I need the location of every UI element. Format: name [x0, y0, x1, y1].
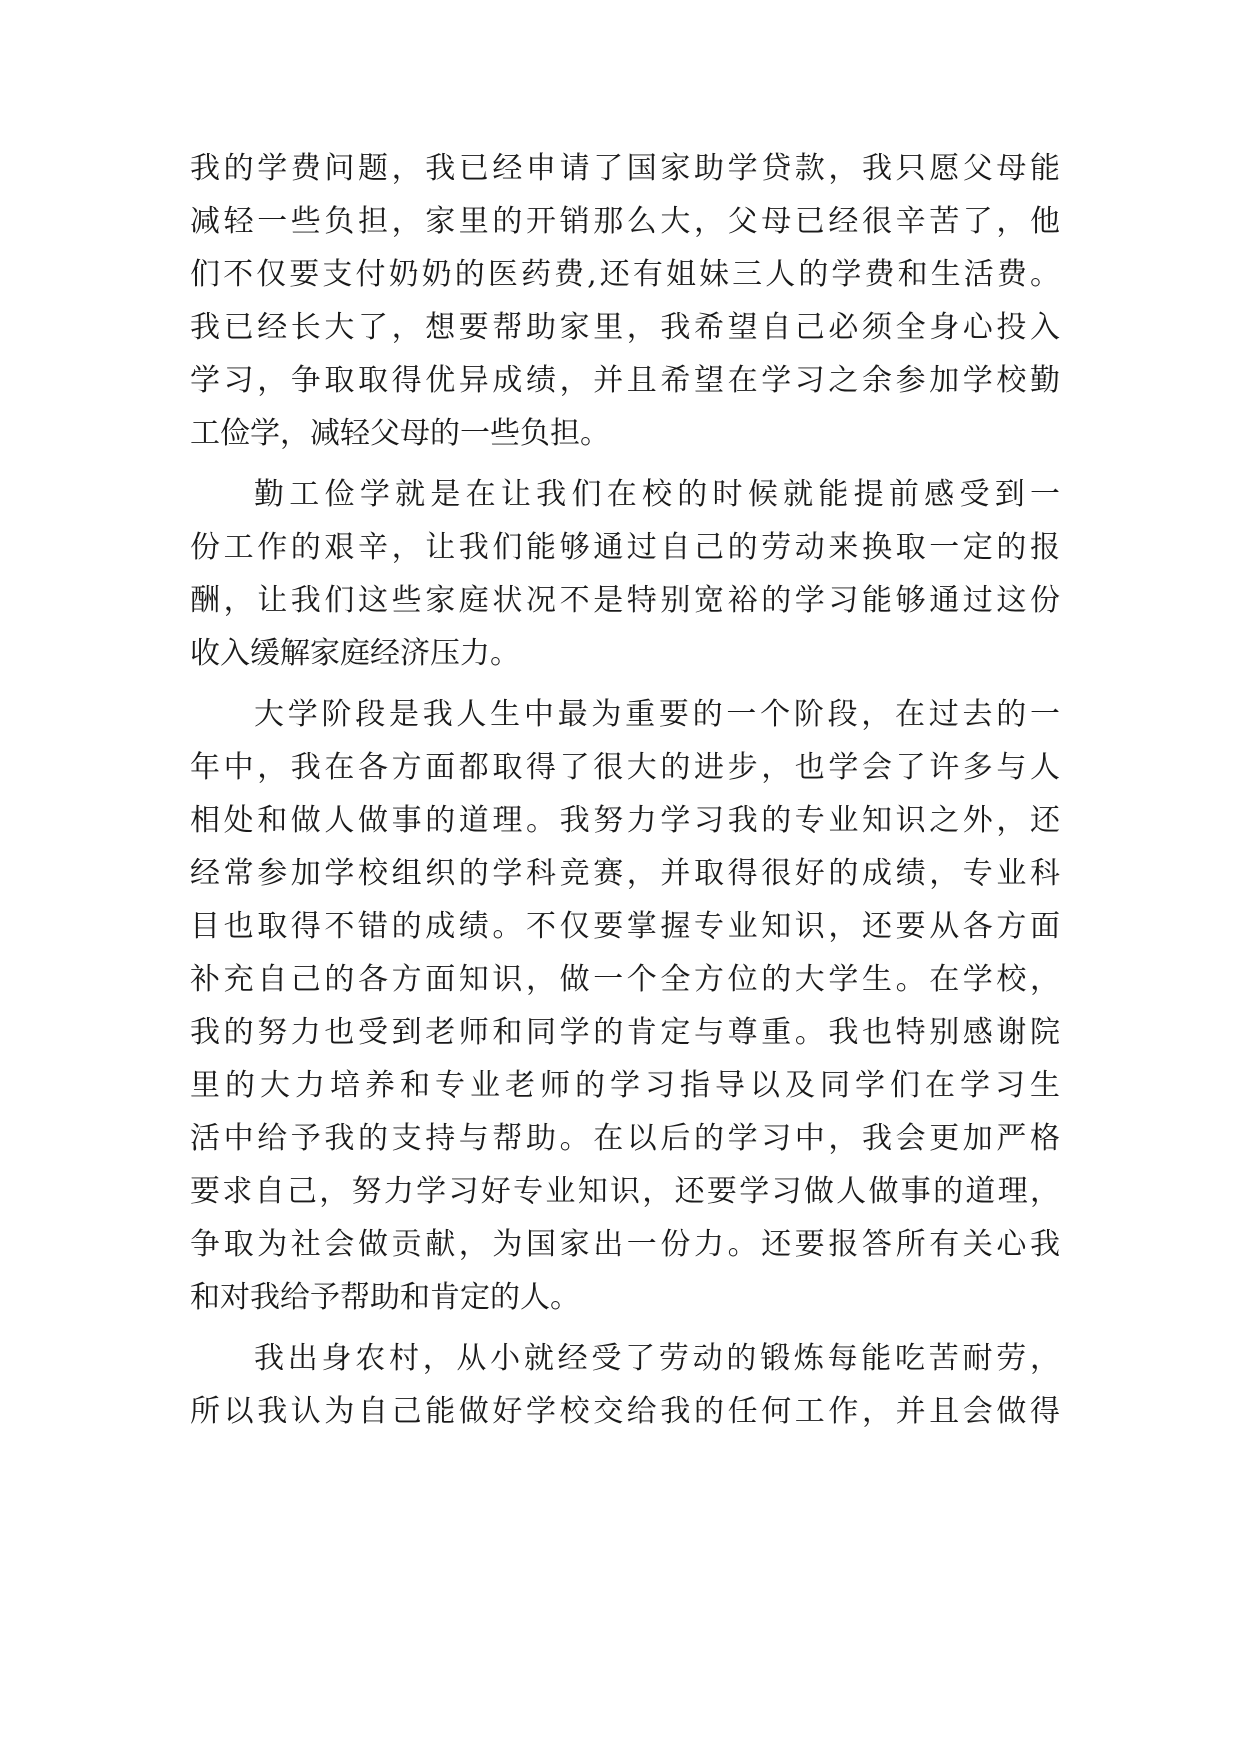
text-line: 要求自己，努力学习好专业知识，还要学习做人做事的道理， [190, 1174, 1060, 1209]
text-line: 活中给予我的支持与帮助。在以后的学习中，我会更加严格 [190, 1121, 1060, 1156]
text-line: 我的努力也受到老师和同学的肯定与尊重。我也特别感谢院 [190, 1015, 1060, 1050]
text-line: 年中，我在各方面都取得了很大的进步，也学会了许多与人 [190, 750, 1060, 785]
text-line: 我的学费问题，我已经申请了国家助学贷款，我只愿父母能 [190, 151, 1060, 186]
text-line: 份工作的艰辛，让我们能够通过自己的劳动来换取一定的报 [190, 530, 1060, 565]
text-line: 学习，争取取得优异成绩，并且希望在学习之余参加学校勤 [190, 363, 1060, 398]
text-line: 经常参加学校组织的学科竞赛，并取得很好的成绩，专业科 [190, 856, 1060, 891]
paragraph-first-line: 我出身农村，从小就经受了劳动的锻炼每能吃苦耐劳， [254, 1341, 1060, 1376]
paragraph-first-line: 勤工俭学就是在让我们在校的时候就能提前感受到一 [254, 477, 1060, 512]
text-line: 们不仅要支付奶奶的医药费,还有姐妹三人的学费和生活费。 [190, 257, 1060, 292]
text-line: 所以我认为自己能做好学校交给我的任何工作，并且会做得 [190, 1394, 1060, 1429]
text-line: 我已经长大了，想要帮助家里，我希望自己必须全身心投入 [190, 310, 1060, 345]
text-line: 和对我给予帮助和肯定的人。 [190, 1280, 580, 1315]
text-line: 补充自己的各方面知识，做一个全方位的大学生。在学校， [190, 962, 1060, 997]
text-line: 酬，让我们这些家庭状况不是特别宽裕的学习能够通过这份 [190, 583, 1060, 618]
text-line: 工俭学，减轻父母的一些负担。 [190, 416, 610, 451]
text-line: 里的大力培养和专业老师的学习指导以及同学们在学习生 [190, 1068, 1060, 1103]
text-line: 争取为社会做贡献，为国家出一份力。还要报答所有关心我 [190, 1227, 1060, 1262]
text-line: 相处和做人做事的道理。我努力学习我的专业知识之外，还 [190, 803, 1060, 838]
paragraph-first-line: 大学阶段是我人生中最为重要的一个阶段，在过去的一 [254, 697, 1060, 732]
text-line: 减轻一些负担，家里的开销那么大，父母已经很辛苦了，他 [190, 204, 1060, 239]
text-line: 目也取得不错的成绩。不仅要掌握专业知识，还要从各方面 [190, 909, 1060, 944]
text-line: 收入缓解家庭经济压力。 [190, 636, 520, 671]
